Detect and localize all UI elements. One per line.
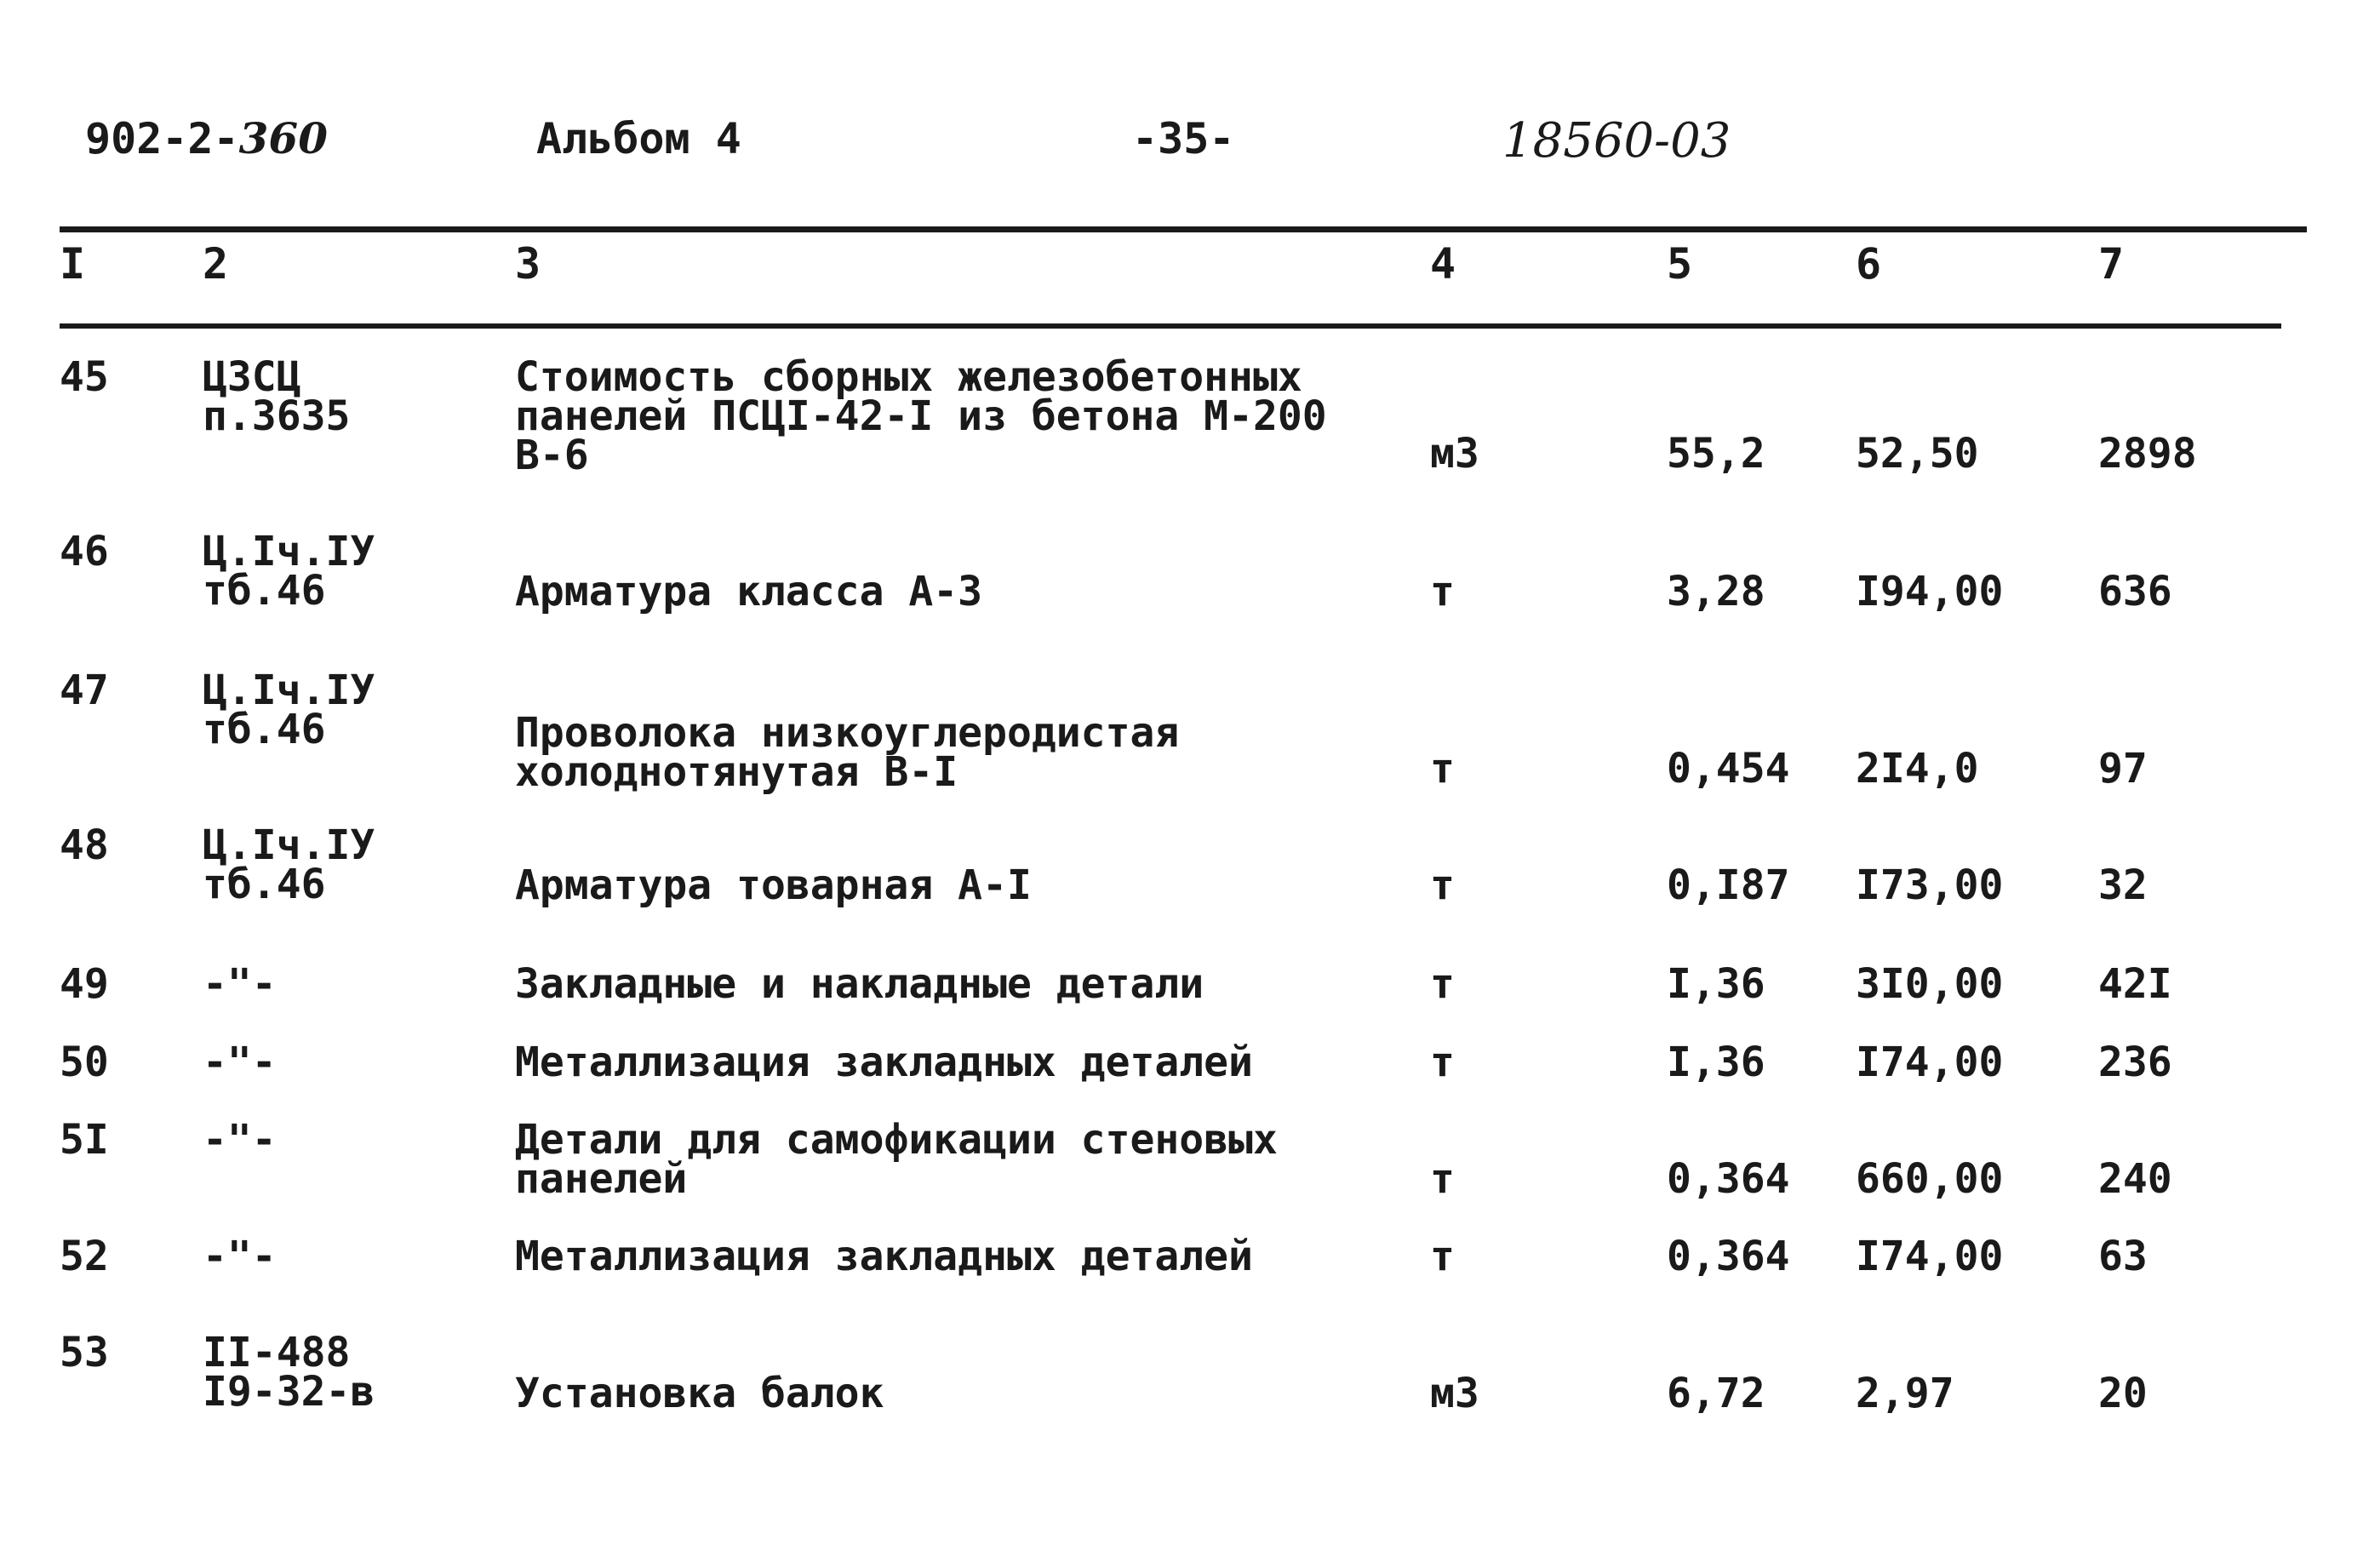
document-code-prefix: 902-2- (85, 114, 239, 163)
column-header-5: 5 (1667, 239, 1693, 289)
row-49-quantity: I,36 (1667, 960, 1765, 1008)
header-bottom-rule (60, 323, 2281, 329)
row-49-number: 49 (60, 960, 109, 1008)
row-52-unit: т (1430, 1233, 1455, 1280)
row-47-unit: т (1430, 745, 1455, 793)
row-53-price: 2,97 (1856, 1370, 1954, 1417)
row-50-quantity: I,36 (1667, 1039, 1765, 1086)
column-header-3: 3 (515, 239, 541, 289)
row-45-reference: ЦЗСЦ п.3635 (203, 353, 351, 440)
row-51-name: Детали для самофикации стеновых панелей (515, 1116, 1278, 1203)
row-45-quantity: 55,2 (1667, 430, 1765, 478)
row-47-quantity: 0,454 (1667, 745, 1790, 793)
row-53-reference: II-488 I9-32-в (203, 1329, 375, 1416)
row-49-unit: т (1430, 960, 1455, 1008)
column-header-6: 6 (1856, 239, 1882, 289)
row-46-name: Арматура класса А-3 (515, 568, 983, 615)
row-49-reference: -"- (203, 960, 277, 1008)
row-47-total: 97 (2098, 745, 2148, 793)
row-49-total: 42I (2098, 960, 2172, 1008)
row-47-price: 2I4,0 (1856, 745, 1979, 793)
document-code-suffix: 360 (238, 113, 328, 163)
row-45-unit: м3 (1430, 430, 1479, 478)
row-53-unit: м3 (1430, 1370, 1479, 1417)
document-code (85, 113, 328, 163)
row-53-name: Установка балок (515, 1370, 884, 1417)
row-52-total: 63 (2098, 1233, 2148, 1280)
row-51-quantity: 0,364 (1667, 1155, 1790, 1203)
row-46-price: I94,00 (1856, 568, 2004, 615)
row-53-number: 53 (60, 1329, 109, 1376)
album-label: Альбом 4 (536, 114, 741, 163)
page-number: -35- (1132, 114, 1235, 163)
row-46-reference: Ц.Iч.IУ тб.46 (203, 528, 375, 615)
row-47-number: 47 (60, 667, 109, 714)
row-45-number: 45 (60, 353, 109, 401)
row-51-total: 240 (2098, 1155, 2172, 1203)
row-46-quantity: 3,28 (1667, 568, 1765, 615)
row-46-unit: т (1430, 568, 1455, 615)
row-45-total: 2898 (2098, 430, 2197, 478)
column-header-4: 4 (1430, 239, 1456, 289)
row-52-quantity: 0,364 (1667, 1233, 1790, 1280)
column-header-1: I (60, 239, 86, 289)
row-48-total: 32 (2098, 861, 2148, 909)
row-50-price: I74,00 (1856, 1039, 2004, 1086)
row-50-name: Металлизация закладных деталей (515, 1039, 1253, 1086)
row-47-reference: Ц.Iч.IУ тб.46 (203, 667, 375, 753)
row-51-price: 660,00 (1856, 1155, 2004, 1203)
row-53-quantity: 6,72 (1667, 1370, 1765, 1417)
row-50-total: 236 (2098, 1039, 2172, 1086)
sheet-number: 18560-03 (1502, 113, 1731, 169)
row-48-unit: т (1430, 861, 1455, 909)
row-49-name: Закладные и накладные детали (515, 960, 1204, 1008)
row-45-name: Стоимость сборных железобетонных панелей ПСЦI-42-I из бетона М-200 В-6 (515, 353, 1327, 479)
row-47-name: Проволока низкоуглеродистая холоднотянутая В-I (515, 709, 1180, 796)
row-46-total: 636 (2098, 568, 2172, 615)
row-52-price: I74,00 (1856, 1233, 2004, 1280)
row-51-reference: -"- (203, 1116, 277, 1164)
row-52-reference: -"- (203, 1233, 277, 1280)
row-52-number: 52 (60, 1233, 109, 1280)
row-45-price: 52,50 (1856, 430, 1979, 478)
row-49-price: 3I0,00 (1856, 960, 2004, 1008)
row-48-reference: Ц.Iч.IУ тб.46 (203, 821, 375, 908)
column-header-7: 7 (2098, 239, 2125, 289)
row-52-name: Металлизация закладных деталей (515, 1233, 1253, 1280)
document-header (0, 0, 2363, 196)
table-top-rule (60, 226, 2307, 232)
row-48-price: I73,00 (1856, 861, 2004, 909)
row-46-number: 46 (60, 528, 109, 575)
column-header-2: 2 (203, 239, 229, 289)
row-48-name: Арматура товарная А-I (515, 861, 1032, 909)
row-48-quantity: 0,I87 (1667, 861, 1790, 909)
row-48-number: 48 (60, 821, 109, 869)
row-50-reference: -"- (203, 1039, 277, 1086)
row-50-number: 50 (60, 1039, 109, 1086)
row-50-unit: т (1430, 1039, 1455, 1086)
row-51-number: 5I (60, 1116, 109, 1164)
row-53-total: 20 (2098, 1370, 2148, 1417)
row-51-unit: т (1430, 1155, 1455, 1203)
